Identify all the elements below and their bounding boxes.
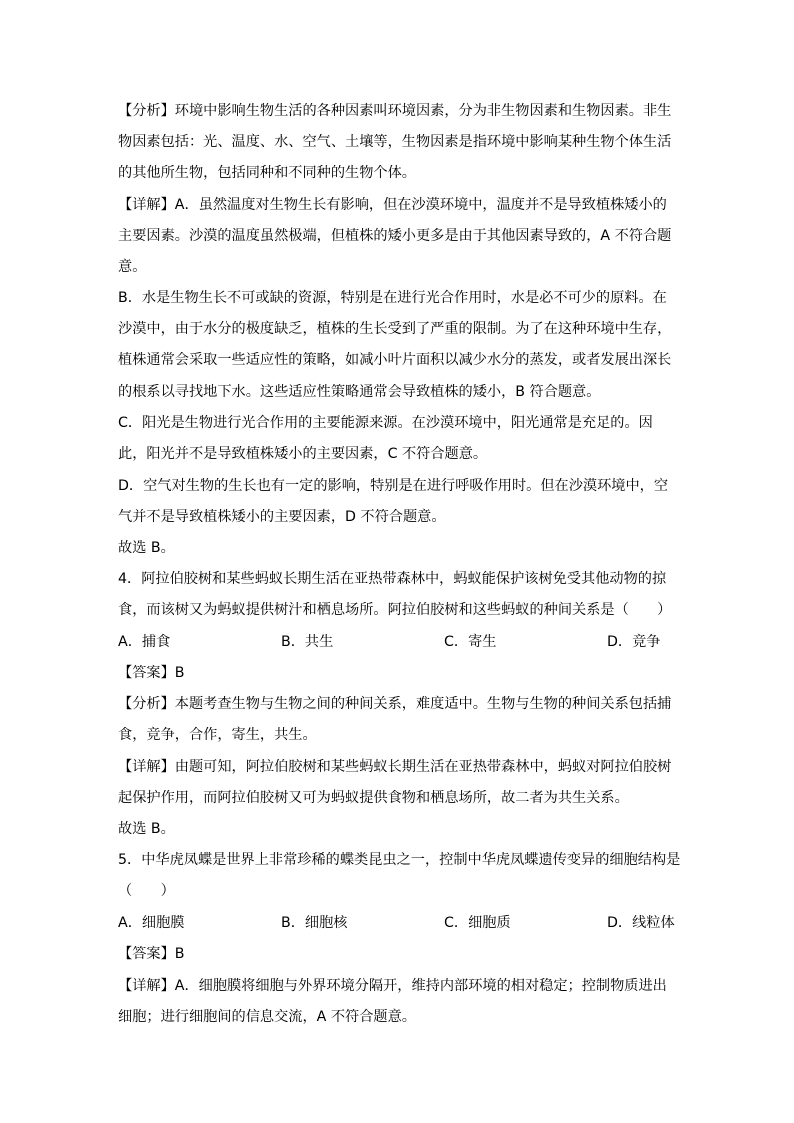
q4-option-d: D．竞争	[607, 634, 661, 650]
q5-option-c: C．细胞质	[444, 915, 511, 931]
q4-option-c: C．寄生	[444, 634, 497, 650]
q4-option-b: B．共生	[281, 634, 334, 650]
q4-detail-line-1: 【详解】由题可知，阿拉伯胶树和某些蚂蚁长期生活在亚热带森林中，蚂蚁对阿拉伯胶树	[118, 759, 672, 775]
q5-detail-line-2: 细胞；进行细胞间的信息交流，A 不符合题意。	[118, 1009, 416, 1025]
q5-option-a: A．细胞膜	[118, 915, 185, 931]
q5-option-b: B．细胞核	[281, 915, 348, 931]
q4-option-a: A．捕食	[118, 634, 171, 650]
q3-detail-line-10: D．空气对生物的生长也有一定的影响，特别是在进行呼吸作用时。但在沙漠环境中，空	[118, 478, 669, 494]
q4-analysis-line-2: 食，竞争，合作，寄生，共生。	[118, 727, 317, 743]
q3-detail-line-3: 意。	[118, 259, 147, 275]
q5-option-d: D．线粒体	[607, 915, 675, 931]
q3-detail-line-4: B．水是生物生长不可或缺的资源，特别是在进行光合作用时，水是必不可少的原料。在	[118, 290, 667, 306]
q5-detail-line-1: 【详解】A．细胞膜将细胞与外界环境分隔开，维持内部环境的相对稳定；控制物质进出	[118, 978, 667, 994]
q3-detail-line-5: 沙漠中，由于水分的极度缺乏，植株的生长受到了严重的限制。为了在这种环境中生存，	[118, 321, 672, 337]
q3-detail-line-1: 【详解】A．虽然温度对生物生长有影响，但在沙漠环境中，温度并不是导致植株矮小的	[118, 197, 667, 213]
q5-stem-line-2: （ ）	[118, 883, 175, 899]
q3-detail-line-9: 此，阳光并不是导致植株矮小的主要因素，C 不符合题意。	[118, 446, 488, 462]
q5-answer: 【答案】B	[118, 946, 185, 962]
q3-analysis-line-1: 【分析】环境中影响生物生活的各种因素叫环境因素，分为非生物因素和生物因素。非生	[118, 103, 672, 119]
q3-detail-line-2: 主要因素。沙漠的温度虽然极端，但植株的矮小更多是由于其他因素导致的，A 不符合题	[118, 228, 672, 244]
q4-detail-line-2: 起保护作用，而阿拉伯胶树又可为蚂蚁提供食物和栖息场所，故二者为共生关系。	[118, 790, 629, 806]
q4-answer: 【答案】B	[118, 665, 185, 681]
q3-conclusion: 故选 B。	[118, 540, 175, 556]
q3-detail-line-8: C．阳光是生物进行光合作用的主要能源来源。在沙漠环境中，阳光通常是充足的。因	[118, 415, 653, 431]
q3-analysis-line-3: 的其他所生物，包括同种和不同种的生物个体。	[118, 165, 416, 181]
q4-stem-line-2: 食，而该树又为蚂蚁提供树汁和栖息场所。阿拉伯胶树和这些蚂蚁的种间关系是（ ）	[118, 602, 672, 618]
q3-detail-line-11: 气并不是导致植株矮小的主要因素，D 不符合题意。	[118, 509, 446, 525]
q3-analysis-line-2: 物因素包括：光、温度、水、空气、土壤等，生物因素是指环境中影响某种生物个体生活	[118, 134, 672, 150]
q3-detail-line-7: 的根系以寻找地下水。这些适应性策略通常会导致植株的矮小，B 符合题意。	[118, 384, 601, 400]
q5-stem-line-1: 5．中华虎凤蝶是世界上非常珍稀的蝶类昆虫之一，控制中华虎凤蝶遗传变异的细胞结构是	[118, 852, 681, 868]
q3-detail-line-6: 植株通常会采取一些适应性的策略，如减小叶片面积以减少水分的蒸发，或者发展出深长	[118, 352, 672, 368]
q4-stem-line-1: 4．阿拉伯胶树和某些蚂蚁长期生活在亚热带森林中，蚂蚁能保护该树免受其他动物的掠	[118, 571, 667, 587]
q4-conclusion: 故选 B。	[118, 821, 175, 837]
q4-analysis-line-1: 【分析】本题考查生物与生物之间的种间关系，难度适中。生物与生物的种间关系包括捕	[118, 696, 672, 712]
